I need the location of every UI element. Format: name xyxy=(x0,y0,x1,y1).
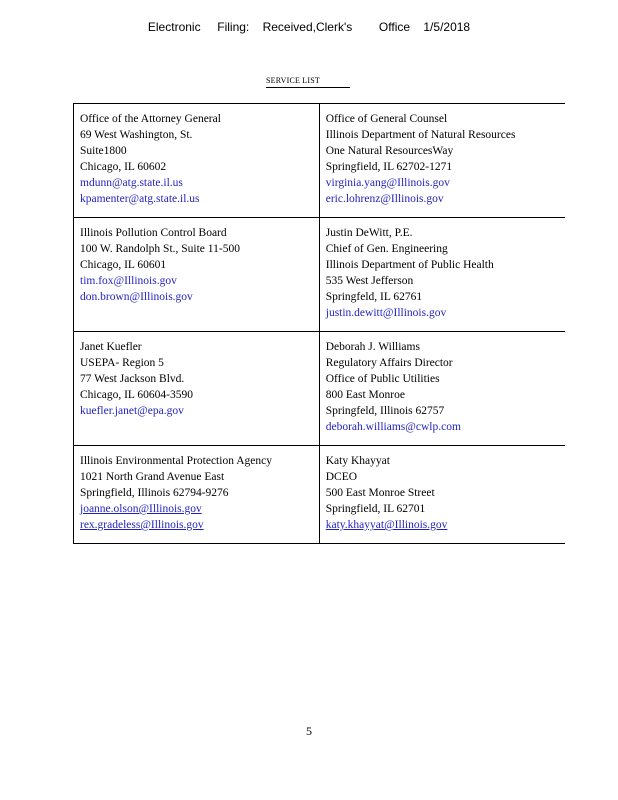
contact-line: Suite1800 xyxy=(80,145,127,157)
email-link[interactable]: virginia.yang@Illinois.gov xyxy=(325,177,450,189)
service-list-table xyxy=(73,103,565,544)
contact-line: 500 East Monroe Street xyxy=(325,487,435,499)
contact-line: 1021 North Grand Avenue East xyxy=(80,471,225,483)
contact-line: Illinois Pollution Control Board xyxy=(80,227,227,239)
email-link[interactable]: joanne.olson@Illinois.gov xyxy=(80,503,202,515)
contact-line: Office of General Counsel xyxy=(325,113,448,125)
service-row xyxy=(74,218,566,332)
service-row xyxy=(74,332,566,446)
email-link[interactable]: mdunn@atg.state.il.us xyxy=(80,177,183,189)
contact-line: Office of the Attorney General xyxy=(80,113,221,125)
contact-line: Springfield, Illinois 62794-9276 xyxy=(80,487,229,499)
contact-line: Illinois Department of Public Health xyxy=(325,259,494,271)
contact-line: 69 West Washington, St. xyxy=(80,129,193,141)
contact-line: Chicago, IL 60601 xyxy=(80,259,167,271)
contact-cell xyxy=(74,104,320,218)
contact-line: 535 West Jefferson xyxy=(325,275,414,287)
contact-line: 100 W. Randolph St., Suite 11-500 xyxy=(80,243,240,255)
service-row xyxy=(74,104,566,218)
email-link[interactable]: rex.gradeless@Illinois.gov xyxy=(80,519,204,531)
contact-line: Springfield, IL 62701 xyxy=(325,503,426,515)
email-link[interactable]: tim.fox@Illinois.gov xyxy=(80,275,177,287)
contact-line: Janet Kuefler xyxy=(80,341,142,353)
title-underline xyxy=(266,87,350,88)
contact-line: Regulatory Affairs Director xyxy=(325,357,453,369)
filing-header: Electronic Filing: Received,Clerk's Office 1/5/2018 xyxy=(147,20,471,34)
email-link[interactable]: kuefler.janet@epa.gov xyxy=(80,405,184,417)
email-link[interactable]: deborah.williams@cwlp.com xyxy=(325,421,461,433)
contact-cell xyxy=(319,332,565,446)
email-link[interactable]: kpamenter@atg.state.il.us xyxy=(80,193,200,205)
contact-line: One Natural ResourcesWay xyxy=(325,145,454,157)
contact-cell xyxy=(319,104,565,218)
service-row xyxy=(74,446,566,544)
contact-line: Illinois Department of Natural Resources xyxy=(325,129,516,141)
contact-line: Deborah J. Williams xyxy=(325,341,420,353)
email-link[interactable]: justin.dewitt@Illinois.gov xyxy=(325,307,447,319)
contact-line: Illinois Environmental Protection Agency xyxy=(80,455,272,467)
contact-cell xyxy=(74,218,320,332)
contact-line: Springfield, IL 62702-1271 xyxy=(325,161,453,173)
contact-line: Chief of Gen. Engineering xyxy=(325,243,448,255)
contact-line: 77 West Jackson Blvd. xyxy=(80,373,185,385)
contact-line: Justin DeWitt, P.E. xyxy=(325,227,413,239)
contact-line: Chicago, IL 60604-3590 xyxy=(80,389,193,401)
service-list-title: SERVICE LIST xyxy=(266,76,320,85)
contact-line: 800 East Monroe xyxy=(325,389,405,401)
contact-cell xyxy=(74,332,320,446)
email-link[interactable]: eric.lohrenz@Illinois.gov xyxy=(325,193,444,205)
contact-cell xyxy=(319,446,565,544)
contact-line: Katy Khayyat xyxy=(325,455,390,467)
contact-line: USEPA- Region 5 xyxy=(80,357,164,369)
contact-line: DCEO xyxy=(325,471,358,483)
email-link[interactable]: don.brown@Illinois.gov xyxy=(80,291,193,303)
contact-line: Office of Public Utilities xyxy=(325,373,440,385)
email-link[interactable]: katy.khayyat@Illinois.gov xyxy=(325,519,448,531)
contact-cell xyxy=(319,218,565,332)
contact-line: Chicago, IL 60602 xyxy=(80,161,167,173)
contact-line: Springfeld, IL 62761 xyxy=(325,291,423,303)
service-list-body xyxy=(74,104,566,544)
contact-cell xyxy=(74,446,320,544)
page-number: 5 xyxy=(306,724,312,738)
contact-line: Springfeld, Illinois 62757 xyxy=(325,405,445,417)
